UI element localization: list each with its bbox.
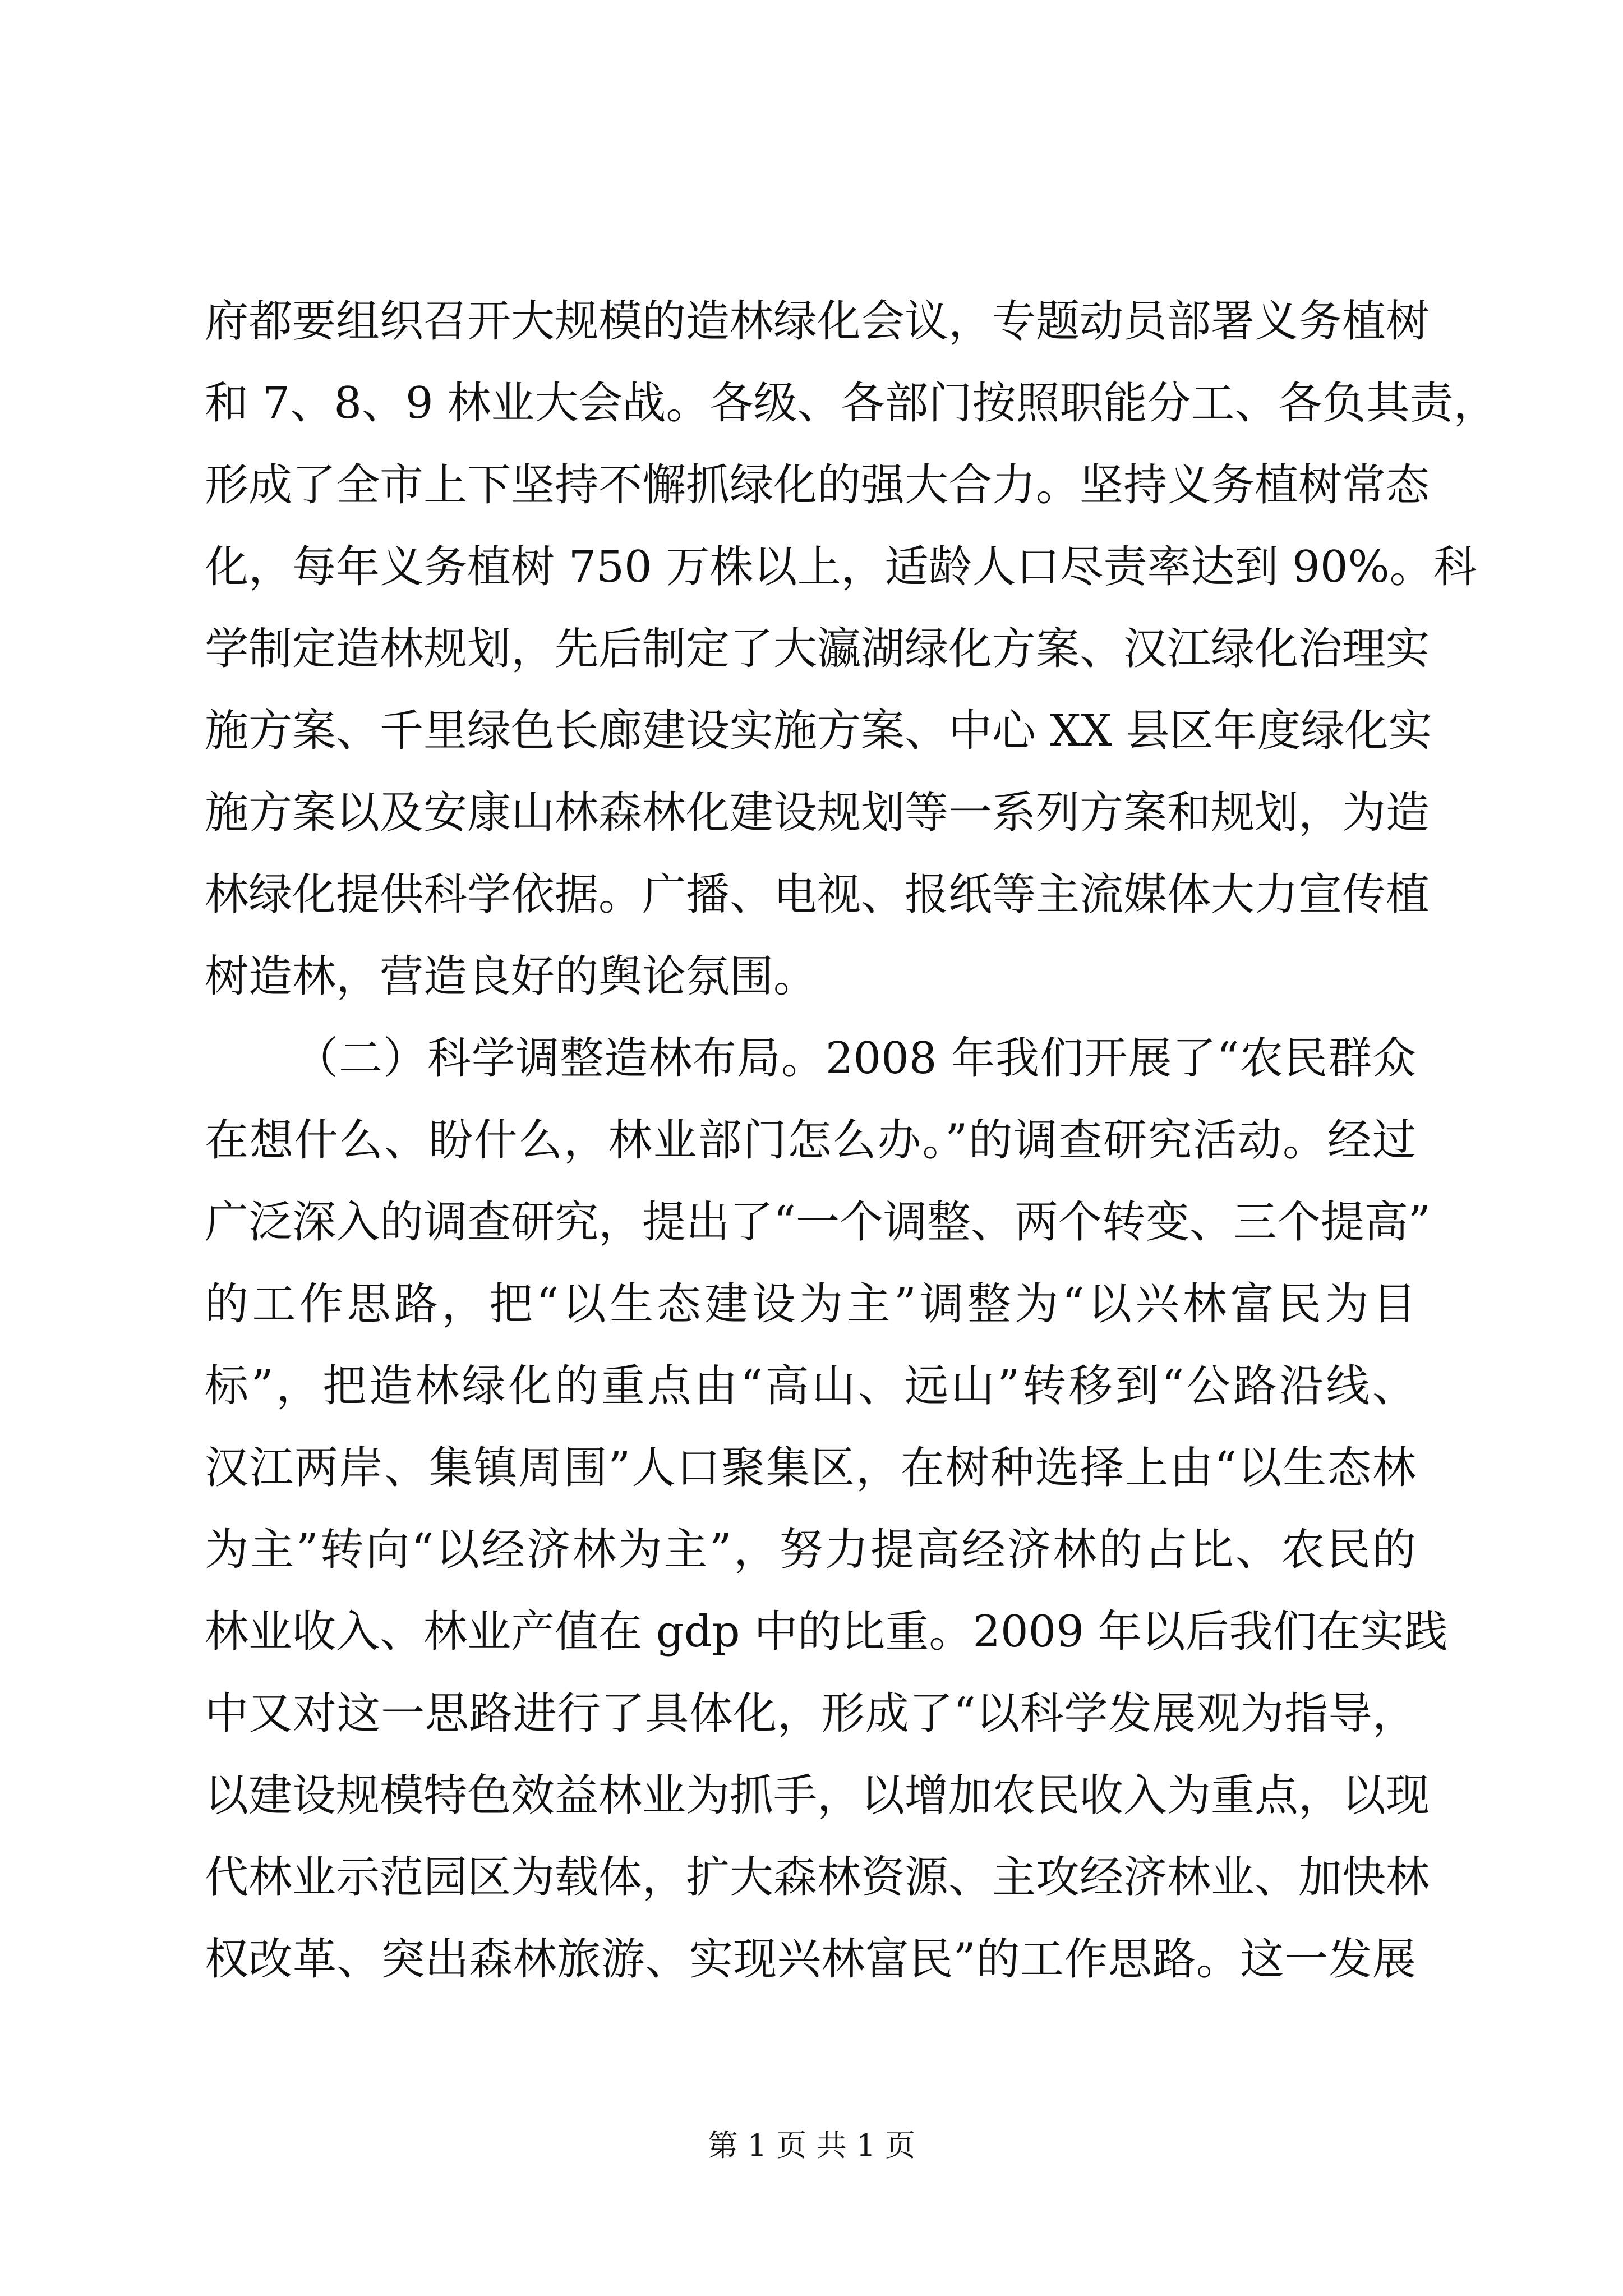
text-line: 以建设规模特色效益林业为抓手，以增加农民收入为重点，以现	[205, 1770, 1430, 1821]
text-line: 施方案以及安康山林森林化建设规划等一系列方案和规划，为造	[205, 788, 1430, 838]
paragraph-2	[205, 1018, 1448, 2000]
body-text	[205, 280, 1497, 2000]
text-line: 权改革、突出森林旅游、实现兴林富民”的工作思路。这一发展	[205, 1934, 1416, 1985]
text-line: 广泛深入的调查研究，提出了“一个调整、两个转变、三个提高”	[205, 1197, 1431, 1248]
text-line: 为主”转向“以经济林为主”，努力提高经济林的占比、农民的	[205, 1525, 1416, 1575]
text-line: 化，每年义务植树 750 万株以上，适龄人口尽责率达到 90%。科	[205, 542, 1477, 592]
text-line: 施方案、千里绿色长廊建设实施方案、中心 XX 县区年度绿化实	[205, 706, 1432, 756]
text-line: 代林业示范园区为载体，扩大森林资源、主攻经济林业、加快林	[205, 1852, 1430, 1903]
paragraph-1	[205, 280, 1497, 1018]
text-line: 学制定造林规划，先后制定了大瀛湖绿化方案、汉江绿化治理实	[205, 624, 1430, 674]
text-line: 中又对这一思路进行了具体化，形成了“以科学发展观为指导，	[205, 1688, 1416, 1739]
text-line: 林绿化提供科学依据。广播、电视、报纸等主流媒体大力宣传植	[205, 869, 1430, 920]
text-line: 标”，把造林绿化的重点由“高山、远山”转移到“公路沿线、	[205, 1361, 1416, 1411]
page-number-label: 第 1 页 共 1 页	[707, 2128, 916, 2163]
text-line: 府都要组织召开大规模的造林绿化会议，专题动员部署义务植树	[205, 296, 1430, 347]
page-footer	[0, 2126, 1623, 2165]
text-line: 林业收入、林业产值在 gdp 中的比重。2009 年以后我们在实践	[205, 1607, 1448, 1657]
text-line: （二）科学调整造林布局。2008 年我们开展了“农民群众	[294, 1033, 1416, 1084]
text-line: 树造林，营造良好的舆论氛围。	[205, 951, 818, 1002]
text-line: 的工作思路，把“以生态建设为主”调整为“以兴林富民为目	[205, 1279, 1416, 1329]
text-line: 汉江两岸、集镇周围”人口聚集区，在树种选择上由“以生态林	[205, 1443, 1416, 1493]
text-line: 和 7、8、9 林业大会战。各级、各部门按照职能分工、各负其责，	[205, 378, 1497, 429]
text-line: 在想什么、盼什么，林业部门怎么办。”的调查研究活动。经过	[205, 1115, 1416, 1166]
text-line: 形成了全市上下坚持不懈抓绿化的强大合力。坚持义务植树常态	[205, 460, 1430, 510]
